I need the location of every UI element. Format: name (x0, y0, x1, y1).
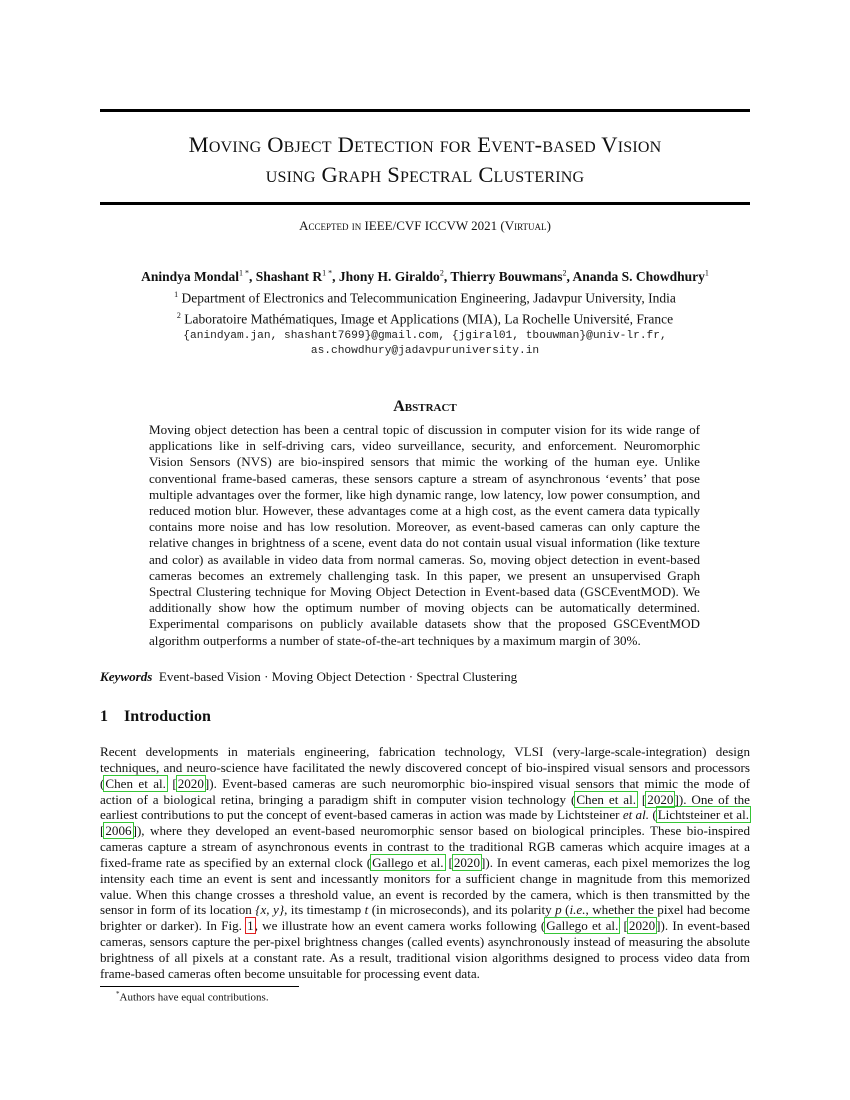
title-bottom-rule (100, 202, 750, 205)
acceptance-note: Accepted in IEEE/CVF ICCVW 2021 (Virtual) (299, 218, 551, 233)
citation-link[interactable]: Lichtsteiner et al. (657, 807, 749, 823)
footnote: *Authors have equal contributions. (116, 990, 269, 1004)
keywords-label: Keywords (100, 669, 153, 684)
paper-title (100, 130, 750, 190)
citation-link[interactable]: 2020 (177, 775, 204, 791)
top-rule (100, 109, 750, 112)
figure-reference-link[interactable]: 1 (247, 918, 254, 934)
title-word: Graph (321, 162, 382, 187)
title-word: Event-based (477, 132, 596, 157)
citation-link[interactable]: 2020 (628, 918, 656, 934)
footnote-rule (100, 986, 299, 987)
citation-link[interactable]: 2020 (647, 791, 674, 807)
keywords-text: Event-based Vision · Moving Object Detection · Spectral Clustering (158, 669, 518, 684)
section-heading: 1 Introduction (100, 708, 211, 725)
title-word: Spectral (387, 162, 473, 187)
citation-link[interactable]: Chen et al. (105, 775, 166, 791)
citation-link[interactable]: Gallego et al. (546, 918, 619, 934)
citation-link[interactable]: Gallego et al. (372, 854, 444, 870)
title-word: Clustering (478, 162, 585, 187)
keywords (100, 669, 750, 685)
abstract-heading: Abstract (393, 398, 457, 415)
author-emails-2: as.chowdhury@jadavpuruniversity.in (310, 344, 540, 357)
title-word: Moving (188, 132, 262, 157)
author-emails: {anindyam.jan, shashant7699}@gmail.com, {jgiral01, tbouwman}@univ-lr.fr, (183, 329, 667, 342)
title-line-2 (100, 160, 750, 190)
title-word: using (265, 162, 316, 187)
title-word: Object (267, 132, 332, 157)
title-line-1 (100, 130, 750, 160)
title-word: Vision (601, 132, 662, 157)
affiliation-1: $^1$ Department of Electronics and Telecommunication Engineering, Jadavpur University, India (174, 289, 676, 305)
author-names: Anindya Mondal$^{1 *}$, Shashant $R^{1 *}$, Jhony H. Giraldo$^2$, Thierry Bouwmans$^2$, Ananda S. Chowdhury$^1$ (141, 268, 709, 284)
citation-link[interactable]: Chen et al. (576, 791, 636, 807)
title-word: Detection (337, 132, 434, 157)
abstract-body: Moving object detection has been a central topic of discussion in computer vision for its wide range of applications like in self-driving cars, video surveillance, security, and enforcement. Neuromorphic Vision Sensors (NVS) are bio-inspired sensors that mimic the working of the human eye. Unlike conventional frame-based cameras, these sensors capture a stream of asynchronous ‘events’ that pose multiple advantages over the former, like high dynamic range, low latency, low power consumption, and reduced motion blur. However, these advantages come at a high cost, as the event camera data typically contains more noise and has low resolution. Moreover, as event-based cameras can only capture the relative changes in brightness of a scene, event data do not contain usual visual information (like texture and color) as available in video data from normal cameras. So, moving object detection in event-based cameras becomes an extremely challenging task. In this paper, we present an unsupervised Graph Spectral Clustering technique for Moving Object Detection in Event-based data (GSCEventMOD). We additionally show how the optimum number of moving objects can be automatically determined. Experimental comparisons on publicly available datasets show that the proposed GSCEventMOD algorithm outperforms a number of state-of-the-art techniques by a maximum margin of 30%. (149, 422, 700, 648)
citation-link[interactable]: 2020 (453, 854, 481, 870)
intro-paragraph: Recent developments in materials engineering, fabrication technology, VLSI (very-large-scale-integration) design techniques, and neuro-science have facilitated the newly discovered concept of bio-inspired visual sensors and processors (Chen et al. [2020]). Event-based cameras are such neuromorphic bio-inspired visual sensors that mimic the mode of action of a biological retina, bringing a paradigm shift in computer vision technology (Chen et al. [2020]). One of the earliest contributions to put the concept of event-based cameras in action was made by Lichtsteiner et al. (Lichtsteiner et al. [2006]), where they developed an event-based neuromorphic sensor based on biological principles. These bio-inspired cameras capture a stream of asynchronous events in contrast to the traditional RGB cameras which acquire images at a fixed-frame rate as specified by an external clock (Gallego et al. [2020]). In event cameras, each pixel memorizes the log intensity each time an event is sent and incessantly monitors for a sufficient change in magnitude from this memorized value. When this change crosses a threshold value, an event is recorded by the camera, which is then transmitted by the sensor in form of its location {x, y}, its timestamp t (in microseconds), and its polarity p (i.e., whether the pixel had become brighter or darker). In Fig. 1, we illustrate how an event camera works following (Gallego et al. [2020]). In event-based cameras, sensors capture the per-pixel brightness changes (called events) asynchronously instead of measuring the absolute brightness of all pixels at a constant rate. As a result, traditional vision algorithms designed to process video data from frame-based cameras often become unsuitable for processing event data. (100, 744, 751, 981)
title-word: for (439, 132, 472, 157)
author-block (100, 264, 750, 359)
citation-link[interactable]: 2006 (105, 823, 132, 839)
affiliation-2: $^2$ Laboratoire Mathématiques, Image et Applications (MIA), La Rochelle Université, France (176, 311, 674, 327)
